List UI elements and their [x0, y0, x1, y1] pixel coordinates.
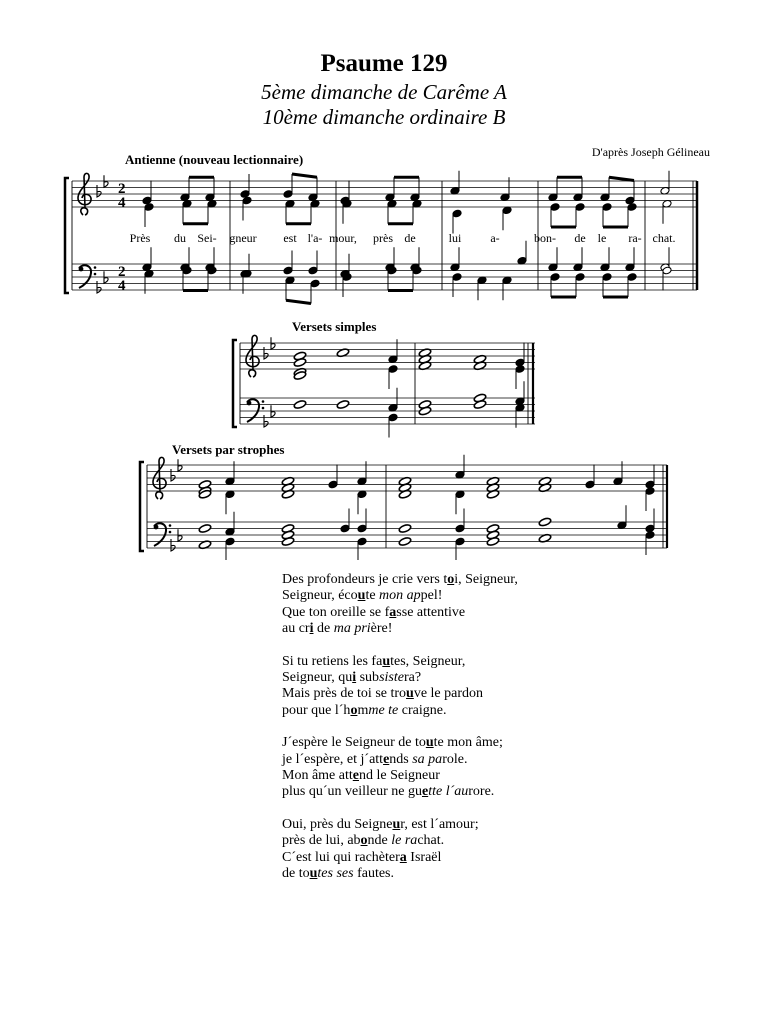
bass-clef-dot [169, 524, 172, 527]
versets-simples-label: Versets simples [292, 319, 377, 334]
lyric-syllable: près [373, 231, 393, 245]
stanza-3 [282, 735, 518, 801]
verse-line: pour que l´homme te craigne. [282, 702, 447, 718]
time-signature-top: 2 [118, 264, 126, 280]
verse-line: Seigneur, qui subsistera? [282, 670, 422, 686]
lyric-syllable: du [174, 231, 186, 245]
verse-line: de toutes ses fautes. [282, 866, 395, 882]
verse-line: près de lui, abonde le rachat. [282, 833, 445, 849]
lyric-syllable: gneur [229, 231, 257, 245]
verse-line: J´espère le Seigneur de toute mon âme; [282, 735, 503, 751]
verse-line: au cri de ma prière! [282, 621, 393, 637]
bass-clef-dot [262, 407, 265, 410]
bass-clef-dot [262, 400, 265, 403]
verse-line: Mon âme attend le Seigneur [282, 768, 440, 784]
verse-line: Si tu retiens les fautes, Seigneur, [282, 653, 466, 669]
system-bracket [65, 178, 69, 293]
bass-clef-dot [94, 266, 97, 269]
versets-simples-system [233, 335, 535, 437]
lyric-syllable: bon- [534, 231, 556, 245]
versets-strophes-label: Versets par strophes [172, 442, 285, 457]
verse-line: Que ton oreille se fasse attentive [282, 604, 466, 620]
lyric-syllable: est [283, 231, 297, 245]
lyric-syllable: de [574, 231, 586, 245]
flat-icon [264, 415, 268, 427]
flat-icon [171, 469, 175, 481]
lyric-syllable: Sei- [197, 231, 217, 245]
time-signature-top: 2 [118, 181, 126, 197]
lyric-syllable: lui [448, 231, 462, 245]
psalm-verses [282, 572, 518, 899]
stanza-1 [282, 572, 518, 638]
flat-icon [97, 185, 101, 197]
stanza-4 [282, 817, 518, 883]
note-beam [292, 174, 317, 177]
bass-clef-dot [169, 531, 172, 534]
verse-line: C´est lui qui rachètera Israël [282, 849, 442, 865]
note-head [336, 400, 349, 410]
bass-clef-dot [79, 267, 84, 272]
lyric-syllable: a- [490, 231, 500, 245]
verse-line: je l´espère, et j´attends sa parole. [282, 751, 468, 767]
verse-line: Mais près de toi se trouve le pardon [282, 686, 484, 702]
versets-strophes-system [140, 455, 667, 560]
note-beam [609, 177, 634, 180]
lyric-syllable: Près [129, 231, 151, 245]
system-bracket [140, 462, 144, 551]
stanza-2 [282, 654, 518, 720]
note-beam [286, 300, 311, 303]
lyric-syllable: l'a- [307, 231, 323, 245]
lyric-syllable: de [404, 231, 416, 245]
time-signature-bottom: 4 [118, 278, 126, 294]
note-head [293, 400, 306, 410]
flat-icon [171, 539, 175, 551]
verse-line: Des profondeurs je crie vers toi, Seigneur, [282, 572, 518, 587]
verse-line: Oui, près du Seigneur, est l´amour; [282, 816, 479, 832]
flat-icon [97, 281, 101, 293]
time-signature-bottom: 4 [118, 195, 126, 211]
note-head [538, 517, 551, 527]
bass-clef-dot [154, 525, 159, 530]
system-bracket [233, 340, 237, 427]
verse-line: plus qu´un veilleur ne guette l´aurore. [282, 784, 495, 800]
lyric-syllable: le [597, 231, 607, 245]
note-head [198, 524, 211, 534]
page-subtitle-careme: 5ème dimanche de Carême A [261, 80, 507, 104]
antienne-label: Antienne (nouveau lectionnaire) [125, 152, 304, 167]
lyric-syllable: mour, [329, 231, 357, 245]
note-head [398, 524, 411, 534]
verse-line: Seigneur, écoute mon appel! [282, 588, 443, 604]
page-subtitle-ordinaire: 10ème dimanche ordinaire B [262, 105, 506, 129]
composer-credit: D'après Joseph Gélineau [591, 145, 710, 159]
flat-icon [264, 347, 268, 359]
lyric-syllable: chat. [652, 231, 676, 245]
bass-clef-dot [247, 401, 252, 406]
note-head [398, 537, 411, 547]
antienne-system [65, 171, 697, 304]
bass-clef-dot [94, 273, 97, 276]
page-title: Psaume 129 [320, 50, 448, 77]
lyric-syllable: ra- [628, 231, 642, 245]
